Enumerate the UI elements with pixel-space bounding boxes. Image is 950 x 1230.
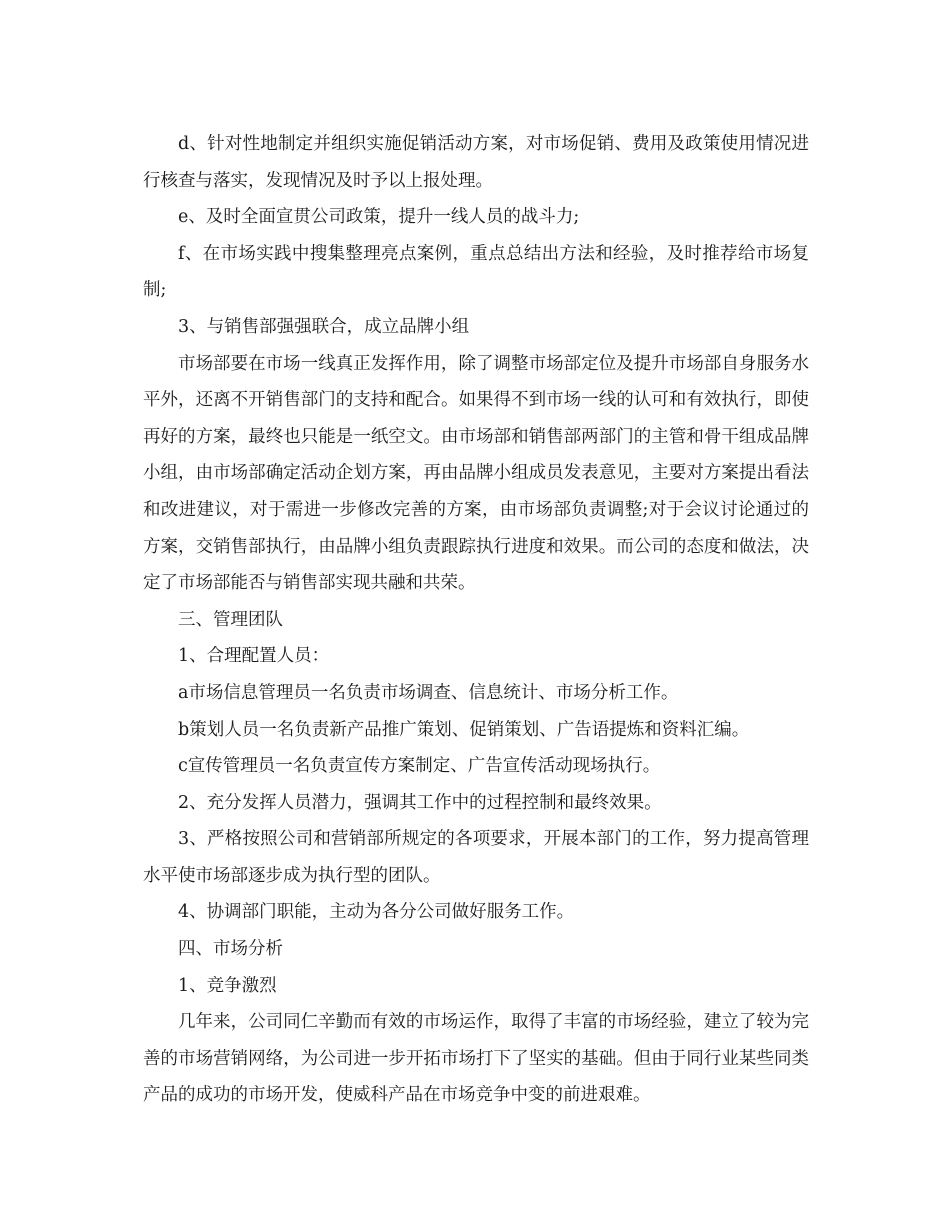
- document-body: [143, 126, 809, 1114]
- paragraph-requirements: 3、严格按照公司和营销部所规定的各项要求，开展本部门的工作，努力提高管理水平使市场部逐步成为执行型的团队。: [143, 829, 809, 886]
- heading-staffing: 1、合理配置人员：: [178, 646, 330, 667]
- heading-brand-group: 3、与销售部强强联合，成立品牌小组: [178, 316, 470, 337]
- paragraph-staff-a: a市场信息管理员一名负责市场调查、信息统计、市场分析工作。: [178, 682, 679, 703]
- paragraph-coordinate: 4、协调部门职能，主动为各分公司做好服务工作。: [178, 902, 575, 923]
- paragraph-d-promotion: d、针对性地制定并组织实施促销活动方案，对市场促销、费用及政策使用情况进行核查与落实，发现情况及时予以上报处理。: [143, 134, 809, 191]
- paragraph-f-cases: f、在市场实践中搜集整理亮点案例，重点总结出方法和经验，及时推荐给市场复制;: [143, 243, 809, 301]
- paragraph-e-policy: e、及时全面宣贯公司政策，提升一线人员的战斗力;: [178, 207, 580, 228]
- paragraph-brand-group: 市场部要在市场一线真正发挥作用，除了调整市场部定位及提升市场部自身服务水平外，还离不开销售部门的支持和配合。如果得不到市场一线的认可和有效执行，即使再好的方案，最终也只能是一纸空文。由市场部和销售部两部门的主管和骨干组成品牌小组，由市场部确定活动企划方案，再由品牌小组成员发表意见，主要对方案提出看法和改进建议，对于需进一步修改完善的方案，由市场部负责调整;对于会议讨论通过的方案，交销售部执行，由品牌小组负责跟踪执行进度和效果。而公司的态度和做法，决定了市场部能否与销售部实现共融和共荣。: [143, 353, 809, 594]
- paragraph-staff-b: b策划人员一名负责新产品推广策划、促销策划、广告语提炼和资料汇编。: [178, 719, 750, 740]
- heading-manage-team: 三、管理团队: [178, 609, 283, 630]
- paragraph-competition: 几年来，公司同仁辛勤而有效的市场运作，取得了丰富的市场经验，建立了较为完善的市场营销网络，为公司进一步开拓市场打下了坚实的基础。但由于同行业某些同类产品的成功的市场开发，使威科产品在市场竞争中变的前进艰难。: [143, 1012, 809, 1106]
- paragraph-potential: 2、充分发挥人员潜力，强调其工作中的过程控制和最终效果。: [178, 792, 662, 813]
- heading-competition: 1、竞争激烈: [178, 975, 277, 996]
- heading-market-analysis: 四、市场分析: [178, 939, 283, 960]
- paragraph-staff-c: c宣传管理员一名负责宣传方案制定、广告宣传活动现场执行。: [178, 756, 661, 777]
